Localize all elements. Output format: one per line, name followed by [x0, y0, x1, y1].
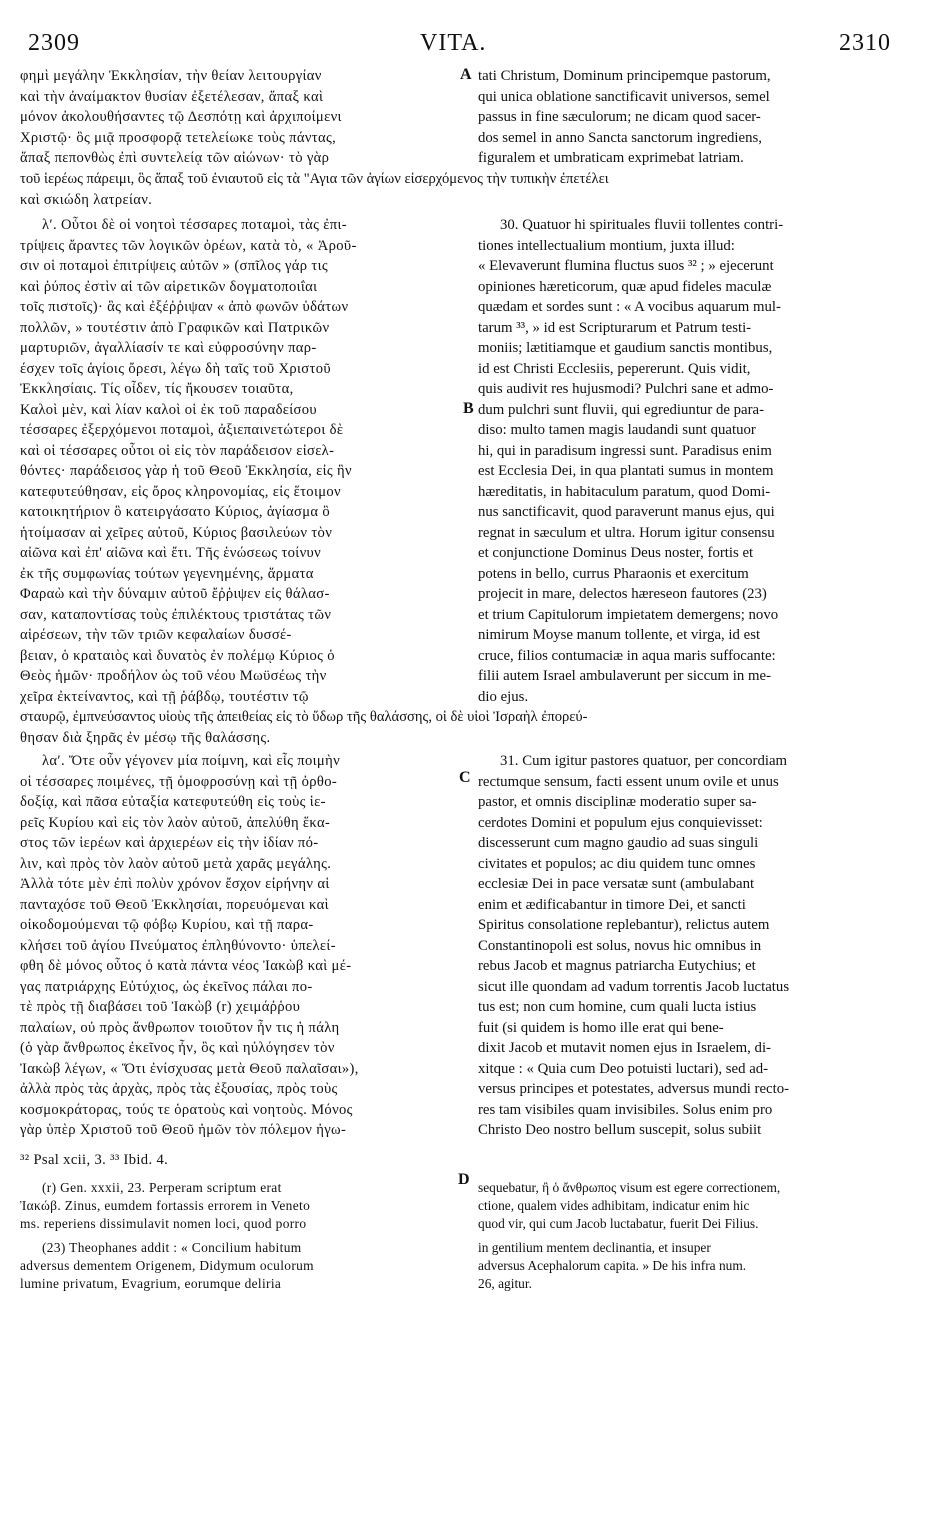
latin-line: qui unica oblatione sanctificavit universos, semel	[478, 88, 770, 105]
greek-line: Χριστῷ· ὃς μιᾷ προσφορᾷ τετελείωκε τοὺς πάντας,	[20, 129, 337, 146]
note-line: (23) Theophanes addit : « Concilium habitum	[42, 1240, 302, 1255]
latin-line: rectumque sensum, facti essent unum ovile et unus	[478, 773, 779, 790]
latin-line: tus est; non cum homine, cum quali lucta istius	[478, 999, 757, 1015]
latin-line: projecit in mare, delectos hæreseon fautores (23)	[478, 586, 767, 602]
greek-line: οἰκοδομούμεναι τῷ φόβῳ Κυρίου, καὶ τῇ παρα-	[20, 917, 314, 933]
latin-line: quis audivit res hujusmodi? Pulchri sane et admo-	[478, 381, 774, 397]
greek-line: μαρτυριῶν, ἀγαλλίασίν τε καὶ εὐφροσύνην παρ-	[20, 340, 317, 356]
latin-line: figuralem et umbraticam exprimebat latriam.	[478, 150, 744, 166]
note-line: ctione, qualem vides adhibitam, indicatur enim hic	[478, 1198, 750, 1213]
greek-line: σαν, καταποντίσας τοὺς ἐπιλέκτους τριστάτας τῶν	[20, 606, 332, 623]
greek-line: θησαν διὰ ξηρᾶς ἐν μέσῳ τῆς θαλάσσης.	[20, 730, 271, 746]
greek-line: ρεῖς Κυρίου καὶ εἰς τὸν λαὸν αὐτοῦ, ἀπελύθη ἕκα-	[20, 814, 331, 831]
latin-line: moniis; lætitiamque et gaudium sanctis montibus,	[478, 340, 773, 356]
greek-line: τρίψεις ἄραντες τῶν λογικῶν ὀρέων, κατὰ τὸ, « Ἀροῦ-	[20, 237, 357, 254]
greek-line: μόνον ἀκολουθήσαντες τῷ Δεσπότῃ καὶ ἀρχιποίμενι	[20, 109, 342, 125]
greek-line: Φαραὼ καὶ τὴν δύναμιν αὐτοῦ ἔῤῥιψεν εἰς θάλασ-	[20, 586, 330, 602]
greek-line: Καλοὶ μὲν, καὶ λίαν καλοὶ οἱ ἐκ τοῦ παραδείσου	[20, 401, 318, 418]
greek-line: (ὁ γὰρ ἄνθρωπος ἐκεῖνος ἦν, ὃς καὶ ηὐλόγησεν τὸν	[20, 1040, 335, 1056]
page-body	[0, 66, 925, 1536]
latin-line: et conjunctione Dominus Deus noster, fortis et	[478, 545, 754, 561]
greek-line: στος τῶν ἱερέων καὶ ἀρχιερέων εἰς τὴν ἰδίαν πό-	[20, 835, 319, 851]
latin-line: cerdotes Domini et populum ejus conquievisset:	[478, 814, 763, 831]
latin-line: quædam et sordes sunt : « A vocibus aquarum mul-	[478, 299, 781, 315]
scripture-footnotes	[20, 1150, 472, 1171]
left-page-number: 2309	[28, 30, 80, 56]
greek-line: βειαν, ὁ κραταιὸς καὶ δυνατὸς ἐν πολέμῳ Κύριος ὁ	[20, 647, 335, 664]
latin-line: fuit (si quidem is homo ille erat qui bene-	[478, 1019, 724, 1036]
latin-line: tati Christum, Dominum principemque pastorum,	[478, 68, 771, 84]
note-line: lumine privatum, Evagrium, eorumque deliria	[20, 1276, 282, 1291]
latin-line: regnat in sæculum et ultra. Horum igitur consensu	[478, 524, 775, 541]
latin-line: diso: multo tamen magis laudandi sunt quatuor	[478, 422, 756, 438]
greek-line: Θεὸς ἡμῶν· προδήλον ὡς τοῦ νέου Μωϋσέως τὴν	[20, 668, 327, 684]
greek-line: κοσμοκράτορας, τούς τε ὁρατοὺς καὶ νοητοὺς. Μόνος	[20, 1101, 353, 1118]
latin-top-block	[478, 66, 896, 169]
greek-line: γὰρ ὑπὲρ Χριστοῦ τοῦ Θεοῦ ἡμῶν τὸν πόλεμον ἠγω-	[20, 1122, 347, 1138]
latin-line: Christo Deo nostro bellum suscepit, solus subiit	[478, 1122, 762, 1138]
latin-line: xitque : « Quia cum Deo potuisti luctari), sed ad-	[478, 1060, 769, 1077]
latin-line: cruce, filios contumaciæ in aqua maris suffocante:	[478, 647, 776, 664]
latin-line: et trium Capitulorum impietatem demergens; novo	[478, 606, 779, 623]
greek-line: σιν οἱ ποταμοὶ ἐπιτρίψεις αὐτῶν » (σπῖλος γάρ τις	[20, 258, 328, 274]
latin-line: res tam visibiles quam invisibiles. Solus enim pro	[478, 1101, 773, 1118]
latin-line: enim et ædificabantur in timore Dei, et sancti	[478, 896, 746, 913]
greek-line: γας πατριάρχης Εὐτύχιος, ὡς ἐκεῖνος πάλαι πο-	[20, 978, 313, 995]
greek-line: καὶ τὴν ἀναίμακτον θυσίαν ἐξετέλεσαν, ἅπαξ καὶ	[20, 88, 324, 105]
greek-line: καὶ οἱ τέσσαρες οὗτοι οἱ εἰς τὸν παράδεισον εἰσελ-	[20, 442, 335, 459]
latin-line: discesserunt cum magno gaudio ad suas singuli	[478, 835, 759, 851]
latin-section-31	[478, 751, 896, 1141]
latin-line: Constantinopoli est solus, novus hic omnibus in	[478, 937, 762, 954]
spanning-text-line: σταυρῷ, ἐμπνεύσαντος υἱοὺς τῆς ἀπειθείας εἰς τὸ ὕδωρ τῆς θαλάσσης, οἱ δὲ υἱοὶ Ἰσραὴλ ἐπορεύ-	[20, 709, 588, 725]
greek-line: καὶ ῥύπος ἐστὶν αἱ τῶν αἱρετικῶν δογματοποιΐαι	[20, 278, 318, 295]
note-line: in gentilium mentem declinantia, et insuper	[478, 1240, 711, 1255]
full-width-line-2	[20, 707, 905, 728]
latin-line: ecclesiæ Dei in pace versatæ sunt (ambulabant	[478, 876, 755, 892]
section-marker-a: A	[460, 66, 472, 83]
latin-line: rebus Jacob et magnus patriarcha Eutychius; et	[478, 958, 756, 974]
latin-line: 30. Quatuor hi spirituales fluvii tollentes contri-	[500, 217, 784, 233]
latin-line: sicut ille quondam ad vadum torrentis Jacob luctatus	[478, 978, 790, 995]
latin-line: potens in bello, currus Pharaonis et exercitum	[478, 565, 749, 582]
greek-line: Ἀλλὰ τότε μὲν ἐπὶ πολὺν χρόνον ἔσχον εἰρήνην αἱ	[20, 876, 330, 892]
greek-line: κλήσει τοῦ ἁγίου Πνεύματος ἐπληθύνοντο· ὑπελεί-	[20, 937, 336, 954]
latin-line: Spiritus consolatione replebantur), relictus autem	[478, 917, 770, 933]
latin-line: 31. Cum igitur pastores quatuor, per concordiam	[500, 753, 788, 769]
greek-line: ἡτοίμασαν αἱ χεῖρες αὐτοῦ, Κύριος βασιλεύων τὸν	[20, 524, 333, 541]
greek-line: θόντες· παράδεισος γὰρ ἡ τοῦ Θεοῦ Ἐκκλησία, εἰς ἣν	[20, 463, 352, 479]
greek-short-line	[20, 190, 472, 211]
greek-line: Ἰακὼβ λέγων, « Ὅτι ἐνίσχυσας μετὰ Θεοῦ παλαῖσαι»),	[20, 1060, 359, 1077]
latin-line: nimirum Moyse manum tollente, et virga, id est	[478, 627, 761, 643]
greek-line: παλαίων, οὐ πρὸς ἄνθρωπον τοιοῦτον ἦν τις ἡ πάλη	[20, 1019, 340, 1036]
greek-section-30	[20, 215, 472, 707]
full-width-line	[20, 169, 905, 190]
latin-line: « Elevaverunt flumina fluctus suos ³² ; » ejecerunt	[478, 258, 774, 274]
latin-line: pastor, et omnis disciplinæ moderatio super sa-	[478, 794, 757, 810]
greek-section-31	[20, 751, 472, 1141]
latin-section-30	[478, 215, 896, 707]
latin-line: dio ejus.	[478, 688, 529, 705]
greek-line: δοξίᾳ, καὶ πᾶσα εὐταξία κατεφυτεύθη εἰς τοὺς ἱε-	[20, 794, 326, 810]
greek-line: φθη δὲ μόνος οὗτος ὁ κατὰ πάντα νέος Ἰακὼβ καὶ μέ-	[20, 958, 352, 974]
greek-line: ἀλλὰ πρὸς τὰς ἀρχὰς, πρὸς τὰς ἐξουσίας, πρὸς τοὺς	[20, 1081, 338, 1097]
note-line: adversus Acephalorum capita. » De his infra num.	[478, 1258, 747, 1273]
latin-line: dos semel in anno Sancta sanctorum ingrediens,	[478, 129, 762, 146]
greek-line: τοῖς πιστοῖς)· ἃς καὶ ἐξέῤῥιψαν « ἀπὸ φωνῶν ὑδάτων	[20, 299, 349, 315]
section-marker-c: C	[459, 769, 471, 786]
greek-line: τέσσαρες ἐξερχόμενοι ποταμοὶ, ἀξιεπαινετώτεροι δὲ	[20, 422, 344, 438]
latin-line: tiones intellectualium montium, juxta illud:	[478, 237, 735, 254]
greek-line: λαʹ. Ὅτε οὖν γέγονεν μία ποίμνη, καὶ εἷς ποιμὴν	[42, 753, 341, 769]
latin-line: filii autem Israel ambulaverunt per siccum in me-	[478, 668, 771, 684]
latin-line: dum pulchri sunt fluvii, qui egrediuntur de para-	[478, 401, 765, 418]
note-line: Ἰακώβ. Zinus, eumdem fortassis errorem in Veneto	[20, 1198, 311, 1213]
latin-line: nus sanctificavit, quod paraverunt manus ejus, qui	[478, 504, 775, 520]
greek-line: ἐκ τῆς συμφωνίας τούτων γεγενημένης, ἅρματα	[20, 565, 314, 582]
greek-line: κατοικητήριον ὃ κατειργάσατο Κύριος, ἁγίασμα ὃ	[20, 504, 331, 520]
greek-line: πανταχόσε τοῦ Θεοῦ Ἐκκλησίαι, πορευόμεναι καὶ	[20, 896, 329, 913]
greek-line: οἱ τέσσαρες ποιμένες, τῇ ὁμοφροσύνῃ καὶ τῇ ὀρθο-	[20, 773, 338, 790]
page-header	[0, 30, 925, 64]
greek-short-line-2	[20, 728, 472, 749]
latin-line: est Ecclesia Dei, in qua plantati sumus in montem	[478, 463, 774, 479]
greek-line: λιν, καὶ πρὸς τὸν λαὸν αὐτοῦ μετὰ χαρᾶς μεγάλης.	[20, 855, 332, 872]
greek-line: λʹ. Οὗτοι δὲ οἱ νοητοὶ τέσσαρες ποταμοὶ, τὰς ἐπι-	[42, 217, 347, 233]
greek-line: έσχεν τοῖς ἁγίοις ὄρεσι, λέγω δὴ ταῖς τοῦ Χριστοῦ	[20, 360, 331, 377]
latin-line: id est Christi Ecclesiis, pepererunt. Quis vidit,	[478, 360, 751, 377]
latin-line: versus principes et potestates, adversus mundi recto-	[478, 1081, 790, 1097]
greek-line: ἅπαξ πεπονθὼς ἐπὶ συντελείᾳ τῶν αἰώνων· τὸ γὰρ	[20, 150, 330, 166]
greek-line: τὲ πρὸς τῇ διαβάσει τοῦ Ἰακὼβ (r) χειμάῤῥου	[20, 999, 301, 1015]
latin-line: hæreditatis, in habitaculum paratum, quod Domi-	[478, 483, 771, 500]
greek-top-block	[20, 66, 472, 169]
spanning-text-line: τοῦ ἱερέως πάρειμι, ὃς ἅπαξ τοῦ ἐνιαυτοῦ εἰς τὰ "Αγια τῶν ἁγίων εἰσερχόμενος τὴν τυπικὴν ἐπετέλει	[20, 171, 609, 187]
note-line: adversus dementem Origenem, Didymum oculorum	[20, 1258, 314, 1273]
right-page-number: 2310	[839, 30, 891, 56]
note-line: sequebatur, ἢ ὁ ἄνθρωπος visum est egere correctionem,	[478, 1180, 781, 1195]
latin-line: passus in fine sæculorum; ne dicam quod sacer-	[478, 109, 761, 125]
notes-right	[478, 1179, 896, 1293]
greek-line: φημὶ μεγάλην Ἐκκλησίαν, τὴν θείαν λειτουργίαν	[20, 68, 322, 84]
running-title: VITA.	[420, 30, 487, 56]
greek-line: αἰῶνα καὶ ἐπ' αἰῶνα καὶ ἔτι. Τῆς ἑνώσεως τοίνυν	[20, 545, 322, 561]
latin-line: opiniones hæreticorum, quæ apud fideles maculæ	[478, 278, 772, 295]
latin-line: hi, qui in paradisum ingressi sunt. Paradisus enim	[478, 442, 772, 459]
greek-line: χεῖρα ἐκτείναντος, καὶ τῇ ῥάβδῳ, τουτέστιν τῷ	[20, 688, 309, 705]
latin-line: tarum ³³, » id est Scripturarum et Patrum testi-	[478, 319, 752, 336]
footnote-line: ³² Psal xcii, 3. ³³ Ibid. 4.	[20, 1152, 169, 1168]
section-marker-d: D	[458, 1171, 470, 1188]
note-line: quod vir, qui cum Jacob luctabatur, fuerit Dei Filius.	[478, 1216, 759, 1231]
greek-line: αἱρέσεων, τὴν τῶν τριῶν κεφαλαίων δυσσέ-	[20, 627, 292, 643]
section-marker-b: B	[463, 400, 474, 417]
note-line: ms. reperiens dissimulavit nomen loci, quod porro	[20, 1216, 307, 1231]
greek-line: κατεφυτεύθησαν, εἰς ὄρος κληρονομίας, εἰς ἕτοιμον	[20, 483, 341, 500]
greek-line: Ἐκκλησίαις. Τίς οἶδεν, τίς ἤκουσεν τοιαῦτα,	[20, 381, 294, 397]
latin-line: dixit Jacob et mutavit nomen ejus in Israelem, di-	[478, 1040, 771, 1056]
notes-left	[20, 1179, 472, 1293]
note-line: 26, agitur.	[478, 1276, 532, 1291]
greek-line: πολλῶν, » τουτέστιν ἀπὸ Γραφικῶν καὶ Πατρικῶν	[20, 319, 330, 336]
greek-line: καὶ σκιώδη λατρείαν.	[20, 192, 153, 208]
latin-line: civitates et populos; ac diu quidem tunc omnes	[478, 855, 756, 872]
note-line: (r) Gen. xxxii, 23. Perperam scriptum erat	[42, 1180, 282, 1195]
